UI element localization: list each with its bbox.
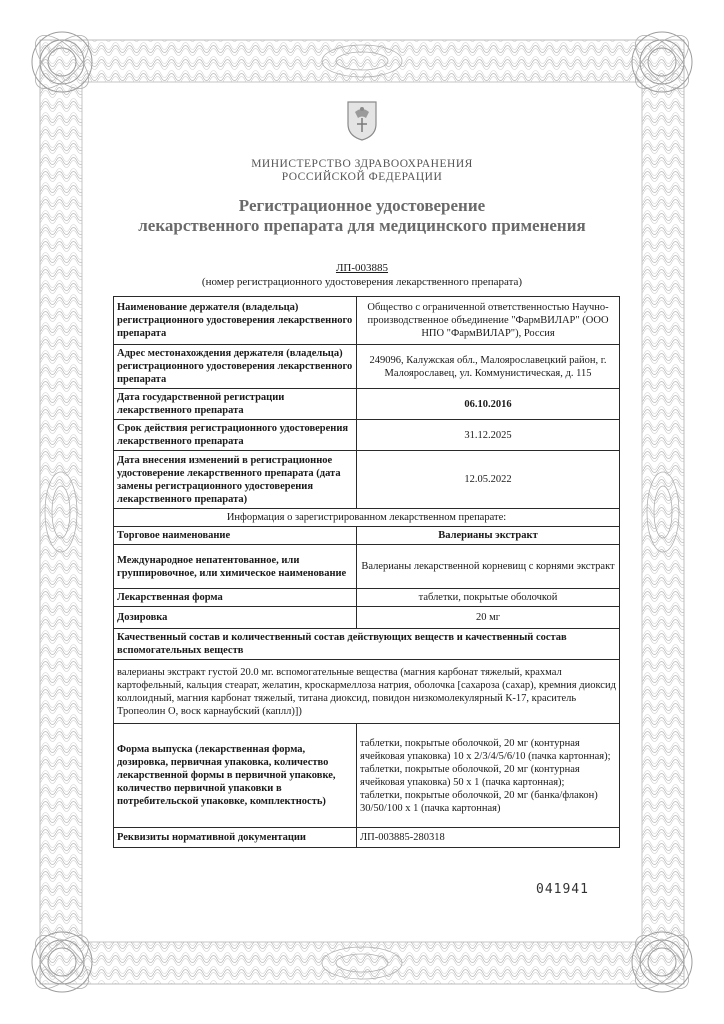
serial-number: 041941 <box>536 882 589 897</box>
table-row <box>114 451 620 509</box>
table-row <box>114 527 620 545</box>
table-row <box>114 629 620 660</box>
trade-name-label: Торговое наименование <box>114 527 357 545</box>
release-option-2: таблетки, покрытые оболочкой, 20 мг (контурная ячейковая упаковка) 50 х 1 (пачка картонная); <box>360 763 580 788</box>
table-row <box>114 389 620 420</box>
certificate-table <box>113 296 620 848</box>
holder-name-value: Общество с ограниченной ответственностью Научно-производственное объединение "ФармВИЛАР" (ООО НПО "ФармВИЛАР"), Россия <box>357 297 620 345</box>
holder-name-label: Наименование держателя (владельца) регистрационного удостоверения лекарственного препарата <box>114 297 357 345</box>
ministry-line-2: РОССИЙСКОЙ ФЕДЕРАЦИИ <box>281 171 443 183</box>
table-row <box>114 345 620 389</box>
normdoc-value: ЛП-003885-280318 <box>357 828 620 848</box>
table-row <box>114 589 620 607</box>
dosage-value: 20 мг <box>357 607 620 629</box>
reg-date-label: Дата государственной регистрации лекарственного препарата <box>114 389 357 420</box>
release-form-label: Форма выпуска (лекарственная форма, дозировка, первичная упаковка, количество лекарственной формы в первичной упаковке, количество первичной упаковки в потребительской упаковке, комплектность) <box>114 724 357 828</box>
ministry-line-1: МИНИСТЕРСТВО ЗДРАВООХРАНЕНИЯ <box>251 158 473 170</box>
changes-date-label: Дата внесения изменений в регистрационное удостоверение лекарственного препарата (дата замены регистрационного удостоверения лекарственного препарата) <box>114 451 357 509</box>
registration-number-caption: (номер регистрационного удостоверения лекарственного препарата) <box>201 276 523 288</box>
release-option-3: таблетки, покрытые оболочкой, 20 мг (банка/флакон) 30/50/100 х 1 (пачка картонная) <box>360 789 598 814</box>
table-row <box>114 607 620 629</box>
dosage-form-value: таблетки, покрытые оболочкой <box>357 589 620 607</box>
validity-label: Срок действия регистрационного удостоверения лекарственного препарата <box>114 420 357 451</box>
registration-number-value: ЛП-003885 <box>335 262 389 274</box>
table-row <box>114 509 620 527</box>
dosage-label: Дозировка <box>114 607 357 629</box>
table-row <box>114 420 620 451</box>
changes-date-value: 12.05.2022 <box>357 451 620 509</box>
table-row <box>114 660 620 724</box>
table-row <box>114 828 620 848</box>
holder-address-label: Адрес местонахождения держателя (владельца) регистрационного удостоверения лекарственного препарата <box>114 345 357 389</box>
composition-value: валерианы экстракт густой 20.0 мг. вспомогательные вещества (магния карбонат тяжелый, крахмал картофельный, кальция стеарат, желатин, кроскармеллоза натрия, оболочка [сахароза (сахар), кремния диоксид коллоидный, магния карбонат тяжелый, титана диоксид, повидон низкомолекулярный К-17, краситель Тропеолин О, воск карнаубский (каплл)]) <box>114 660 620 724</box>
registration-number <box>0 262 724 275</box>
coat-of-arms-emblem <box>344 98 380 142</box>
validity-value: 31.12.2025 <box>357 420 620 451</box>
document-title-line-2: лекарственного препарата для медицинского применения <box>138 216 586 235</box>
table-row <box>114 724 620 828</box>
document-title-line-1: Регистрационное удостоверение <box>238 196 486 215</box>
composition-label: Качественный состав и количественный состав действующих веществ и качественный состав вспомогательных веществ <box>114 629 620 660</box>
inn-label: Международное непатентованное, или группировочное, или химическое наименование <box>114 545 357 589</box>
table-row <box>114 545 620 589</box>
dosage-form-label: Лекарственная форма <box>114 589 357 607</box>
table-row <box>114 297 620 345</box>
release-option-1: таблетки, покрытые оболочкой, 20 мг (контурная ячейковая упаковка) 10 х 2/3/4/5/6/10 (пачка картонная); <box>360 737 611 762</box>
trade-name-value: Валерианы экстракт <box>357 527 620 545</box>
release-form-value <box>357 724 620 828</box>
holder-address-value: 249096, Калужская обл., Малоярославецкий район, г. Малоярославец, ул. Коммунистическая, д. 115 <box>357 345 620 389</box>
normdoc-label: Реквизиты нормативной документации <box>114 828 357 848</box>
info-heading: Информация о зарегистрированном лекарственном препарате: <box>114 509 620 527</box>
reg-date-value: 06.10.2016 <box>357 389 620 420</box>
inn-value: Валерианы лекарственной корневищ с корнями экстракт <box>357 545 620 589</box>
